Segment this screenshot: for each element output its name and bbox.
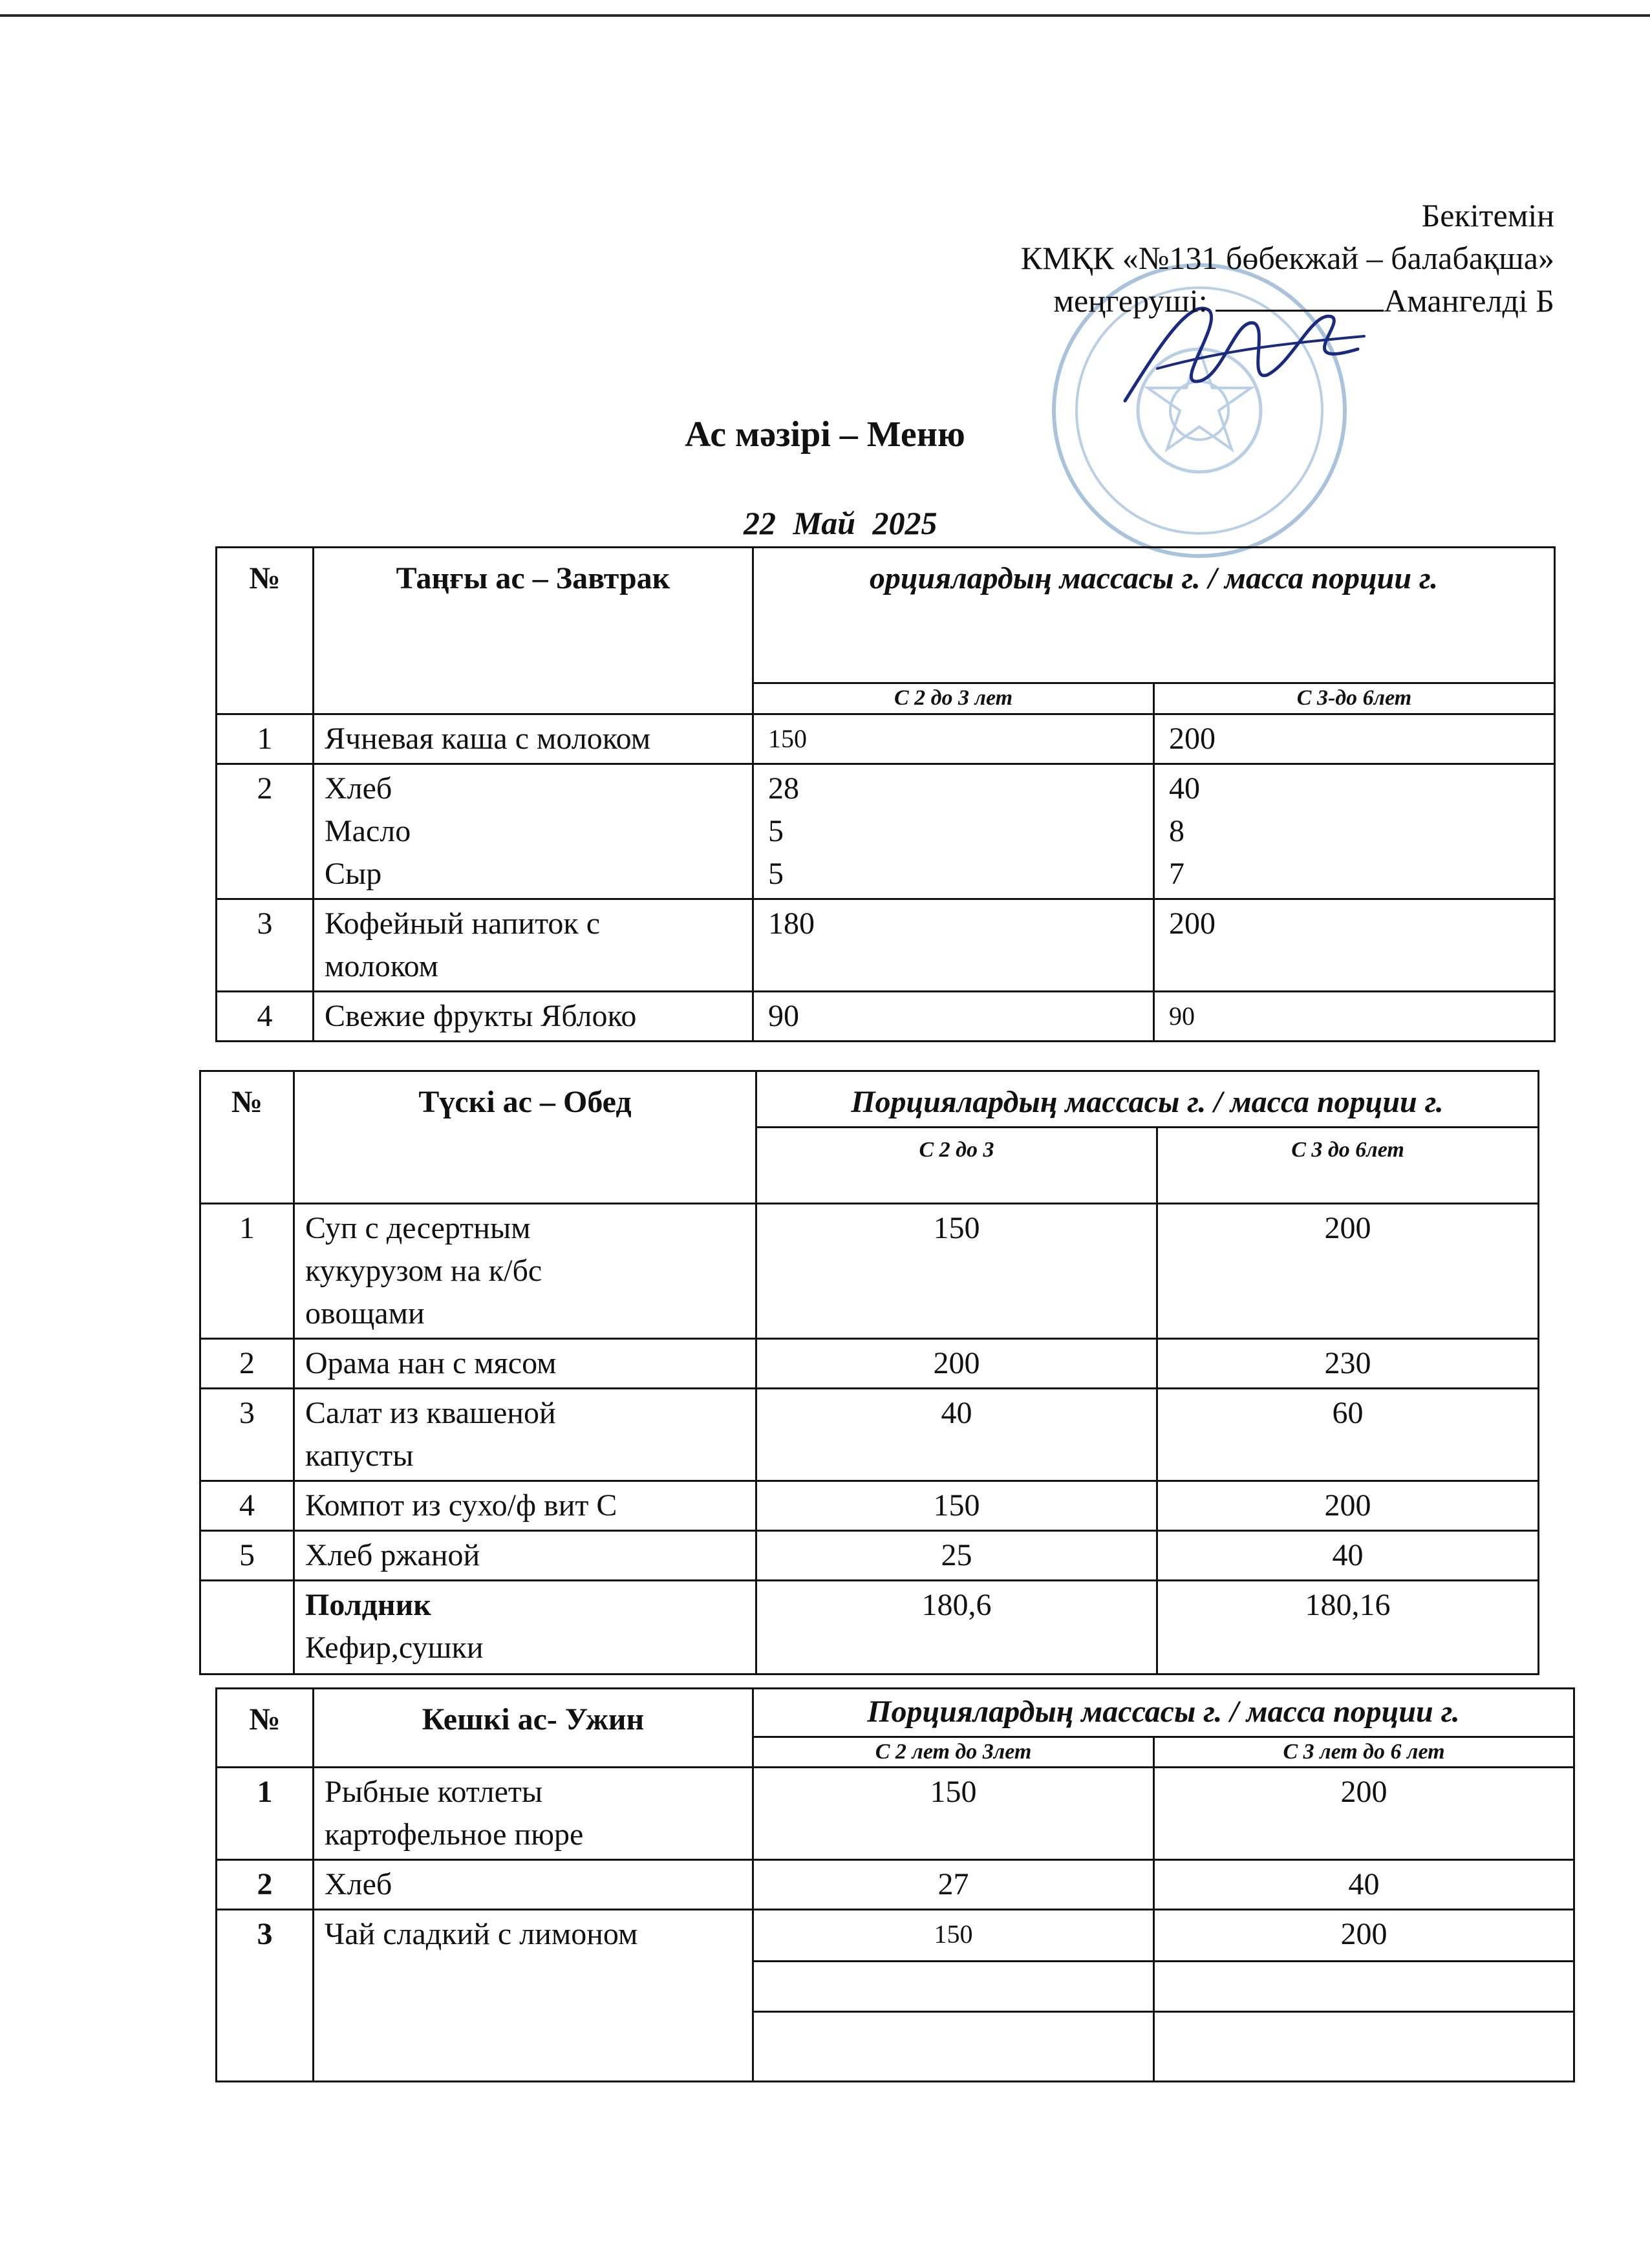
table-row — [217, 1910, 1574, 1962]
portion-age-1: 90 — [753, 992, 1154, 1042]
signature-line — [1216, 281, 1384, 312]
portion-age-1: 25 — [756, 1531, 1157, 1581]
dish-item: молоком — [325, 949, 439, 983]
age-group-2: С 3 до 6лет — [1157, 1128, 1539, 1204]
table-row — [200, 1389, 1539, 1481]
portion-age-1: 150 — [756, 1204, 1157, 1339]
row-number: 1 — [200, 1204, 294, 1339]
approval-line-1: Бекітемін — [1421, 197, 1554, 233]
table-row — [217, 1768, 1574, 1860]
table-header-row — [200, 1071, 1539, 1128]
portion-age-2: 90 — [1154, 992, 1555, 1042]
portion-age-2: 180,16 — [1157, 1581, 1539, 1674]
snack-row — [200, 1581, 1539, 1674]
empty-cell — [753, 1962, 1154, 2012]
table-row — [217, 992, 1555, 1042]
col-number-header: № — [217, 1689, 314, 1768]
portion-value: 5 — [768, 814, 784, 848]
portion-age-2: 40 — [1157, 1531, 1539, 1581]
col-meal-header: Түскі ас – Обед — [294, 1071, 756, 1204]
dish-item: кукурузом на к/бс — [305, 1254, 542, 1288]
dish-name: Компот из сухо/ф вит С — [294, 1481, 756, 1531]
portion-value: 5 — [768, 857, 784, 891]
dish-name: Чай сладкий с лимоном — [314, 1910, 753, 2082]
empty-cell — [753, 2012, 1154, 2082]
col-mass-header: Порциялардың массасы г. / масса порции г. — [753, 1689, 1574, 1737]
approval-line-3 — [1021, 279, 1554, 322]
table-row — [217, 764, 1555, 899]
dish-name: Орама нан с мясом — [294, 1339, 756, 1389]
col-number-header: № — [217, 548, 314, 714]
empty-cell — [1154, 1962, 1574, 2012]
dish-item: Рыбные котлеты — [325, 1775, 543, 1809]
table-header-row — [217, 548, 1555, 683]
table-row — [200, 1531, 1539, 1581]
col-mass-header: Порциялардың массасы г. / масса порции г. — [756, 1071, 1539, 1128]
dish-item: Хлеб — [325, 771, 392, 806]
portion-age-2: 200 — [1157, 1204, 1539, 1339]
portion-value: 28 — [768, 771, 799, 806]
table-row — [217, 1860, 1574, 1910]
empty-cell — [1154, 2012, 1574, 2082]
portion-age-1: 150 — [756, 1481, 1157, 1531]
row-number: 2 — [200, 1339, 294, 1389]
portion-age-2: 200 — [1157, 1481, 1539, 1531]
portion-age-1: 180 — [753, 899, 1154, 992]
table-row — [217, 714, 1555, 764]
row-number: 5 — [200, 1531, 294, 1581]
portion-age-1: 40 — [756, 1389, 1157, 1481]
dish-item: Сыр — [325, 857, 382, 891]
portion-age-1: 180,6 — [756, 1581, 1157, 1674]
dish-item: овощами — [305, 1296, 425, 1331]
portion-age-1: 150 — [753, 1768, 1154, 1860]
table-row — [200, 1339, 1539, 1389]
row-number: 2 — [217, 764, 314, 899]
menu-date: 22 Май 2025 — [744, 505, 938, 541]
portion-value: 8 — [1169, 814, 1184, 848]
approval-name: Амангелді Б — [1384, 283, 1554, 319]
breakfast-table — [215, 546, 1556, 1042]
table-row — [217, 899, 1555, 992]
approval-position: меңгеруші: — [1053, 283, 1208, 319]
portion-age-2 — [1154, 764, 1555, 899]
row-number — [200, 1581, 294, 1674]
row-number: 1 — [217, 714, 314, 764]
lunch-table — [199, 1070, 1539, 1675]
portion-age-1: 150 — [753, 1910, 1154, 1962]
portion-age-1 — [753, 764, 1154, 899]
portion-age-2: 200 — [1154, 1768, 1574, 1860]
portion-age-1: 27 — [753, 1860, 1154, 1910]
portion-age-2: 60 — [1157, 1389, 1539, 1481]
age-group-1: С 2 лет до 3лет — [753, 1737, 1154, 1768]
scan-edge-line — [0, 14, 1650, 17]
portion-age-1: 200 — [756, 1339, 1157, 1389]
dish-name — [294, 1204, 756, 1339]
approval-line-2: КМҚК «№131 бөбекжай – балабақша» — [1020, 240, 1554, 276]
dish-name: Хлеб ржаной — [294, 1531, 756, 1581]
dish-name: Хлеб — [314, 1860, 753, 1910]
age-group-2: С 3 лет до 6 лет — [1154, 1737, 1574, 1768]
dish-name — [294, 1389, 756, 1481]
page-title: Ас мәзірі – Меню — [685, 414, 965, 455]
table-header-row — [217, 1689, 1574, 1737]
col-number-header: № — [200, 1071, 294, 1204]
portion-value: 7 — [1169, 857, 1184, 891]
dish-item: Салат из квашеной — [305, 1396, 556, 1430]
col-mass-header: орциялардың массасы г. / масса порции г. — [753, 548, 1555, 683]
dish-name — [314, 764, 753, 899]
age-group-2: С 3-до 6лет — [1154, 683, 1555, 714]
dish-name: Ячневая каша с молоком — [314, 714, 753, 764]
row-number: 2 — [217, 1860, 314, 1910]
portion-age-2: 40 — [1154, 1860, 1574, 1910]
approval-block — [1021, 194, 1554, 322]
col-meal-header: Кешкі ас- Ужин — [314, 1689, 753, 1768]
dish-name — [294, 1581, 756, 1674]
dish-name: Свежие фрукты Яблоко — [314, 992, 753, 1042]
portion-age-2: 200 — [1154, 899, 1555, 992]
dinner-table — [215, 1687, 1575, 2082]
dish-item: капусты — [305, 1439, 414, 1473]
table-row — [200, 1204, 1539, 1339]
dish-item: Масло — [325, 814, 411, 848]
col-meal-header: Таңғы ас – Завтрак — [314, 548, 753, 714]
dish-item: Суп с десертным — [305, 1211, 531, 1245]
portion-value: 40 — [1169, 771, 1200, 806]
portion-age-2: 200 — [1154, 1910, 1574, 1962]
row-number: 1 — [217, 1768, 314, 1860]
age-group-1: С 2 до 3 лет — [753, 683, 1154, 714]
dish-name — [314, 899, 753, 992]
dish-name — [314, 1768, 753, 1860]
snack-title: Полдник — [305, 1588, 431, 1622]
snack-items: Кефир,сушки — [305, 1631, 484, 1665]
dish-item: картофельное пюре — [325, 1817, 584, 1852]
row-number: 3 — [217, 899, 314, 992]
portion-age-2: 230 — [1157, 1339, 1539, 1389]
row-number: 3 — [217, 1910, 314, 2082]
dish-item: Кофейный напиток с — [325, 906, 601, 941]
portion-age-1: 150 — [753, 714, 1154, 764]
row-number: 3 — [200, 1389, 294, 1481]
portion-age-2: 200 — [1154, 714, 1555, 764]
table-row — [200, 1481, 1539, 1531]
age-group-1: С 2 до 3 — [756, 1128, 1157, 1204]
row-number: 4 — [217, 992, 314, 1042]
row-number: 4 — [200, 1481, 294, 1531]
